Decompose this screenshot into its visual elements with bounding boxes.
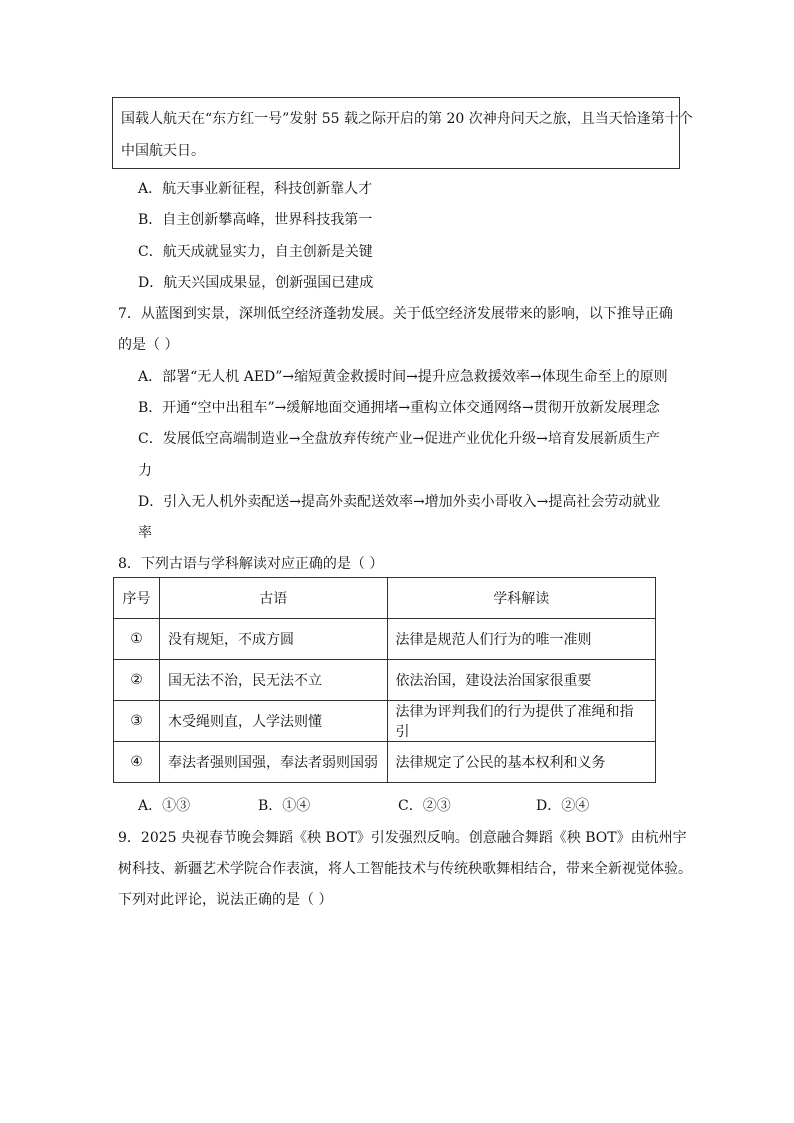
q8-option-c: C．②③ [398, 798, 451, 814]
table-row [114, 660, 656, 701]
q8-table [113, 577, 656, 783]
q9-stem-line-3: 下列对此评论，说法正确的是（ ） [118, 892, 333, 908]
q6-option-d: D．航天兴国成果显，创新强国已建成 [138, 275, 374, 291]
q7-option-c-line-2: 力 [138, 463, 152, 479]
passage-line-2: 中国航天日。 [121, 143, 205, 159]
row-number: ③ [114, 701, 160, 742]
row-interpretation: 法律是规范人们行为的唯一准则 [387, 619, 655, 660]
q6-option-c: C．航天成就显实力，自主创新是关键 [138, 244, 373, 260]
q8-stem: 8．下列古语与学科解读对应正确的是（ ） [118, 556, 384, 572]
row-saying: 木受绳则直，人学法则懂 [159, 701, 387, 742]
q7-option-c-line-1: C．发展低空高端制造业→全盘放弃传统产业→促进产业优化升级→培育发展新质生产 [138, 431, 660, 447]
header-interpretation: 学科解读 [387, 578, 655, 619]
q8-option-d: D．②④ [536, 798, 590, 814]
q7-stem-line-2: 的是（ ） [118, 337, 179, 353]
table-header-row [114, 578, 656, 619]
q7-option-d-line-1: D．引入无人机外卖配送→提高外卖配送效率→增加外卖小哥收入→提高社会劳动就业 [138, 494, 661, 510]
q9-stem-line-2: 树科技、新疆艺术学院合作表演，将人工智能技术与传统秧歌舞相结合，带来全新视觉体验。 [118, 861, 692, 877]
row-saying: 没有规矩，不成方圆 [159, 619, 387, 660]
row-interpretation: 法律规定了公民的基本权利和义务 [387, 742, 655, 783]
q6-option-b: B．自主创新攀高峰，世界科技我第一 [138, 212, 373, 228]
q9-stem-line-1: 9．2025 央视春节晚会舞蹈《秧 BOT》引发强烈反响。创意融合舞蹈《秧 BOT》由杭州宇 [118, 830, 687, 846]
passage-line-1: 国载人航天在“东方红一号”发射 55 载之际开启的第 20 次神舟问天之旅，且当天恰逢第十个 [121, 111, 693, 127]
q7-option-a: A．部署“无人机 AED”→缩短黄金救援时间→提升应急救援效率→体现生命至上的原则 [138, 369, 668, 385]
q8-option-b: B．①④ [258, 798, 311, 814]
q7-stem-line-1: 7．从蓝图到实景，深圳低空经济蓬勃发展。关于低空经济发展带来的影响，以下推导正确 [118, 306, 673, 322]
header-number: 序号 [114, 578, 160, 619]
row-number: ② [114, 660, 160, 701]
header-ancient-saying: 古语 [159, 578, 387, 619]
q7-option-d-line-2: 率 [138, 525, 152, 541]
q6-option-a: A．航天事业新征程，科技创新靠人才 [138, 181, 373, 197]
row-interpretation: 依法治国，建设法治国家很重要 [387, 660, 655, 701]
passage-box [112, 97, 693, 169]
row-saying: 国无法不治，民无法不立 [159, 660, 387, 701]
row-interpretation: 法律为评判我们的行为提供了准绳和指引 [387, 701, 655, 742]
q8-option-a: A．①③ [138, 798, 191, 814]
table-row [114, 619, 656, 660]
table-row [114, 742, 656, 783]
table-row [114, 701, 656, 742]
row-number: ④ [114, 742, 160, 783]
q7-option-b: B．开通“空中出租车”→缓解地面交通拥堵→重构立体交通网络→贯彻开放新发展理念 [138, 400, 660, 416]
row-number: ① [114, 619, 160, 660]
row-saying: 奉法者强则国强，奉法者弱则国弱 [159, 742, 387, 783]
